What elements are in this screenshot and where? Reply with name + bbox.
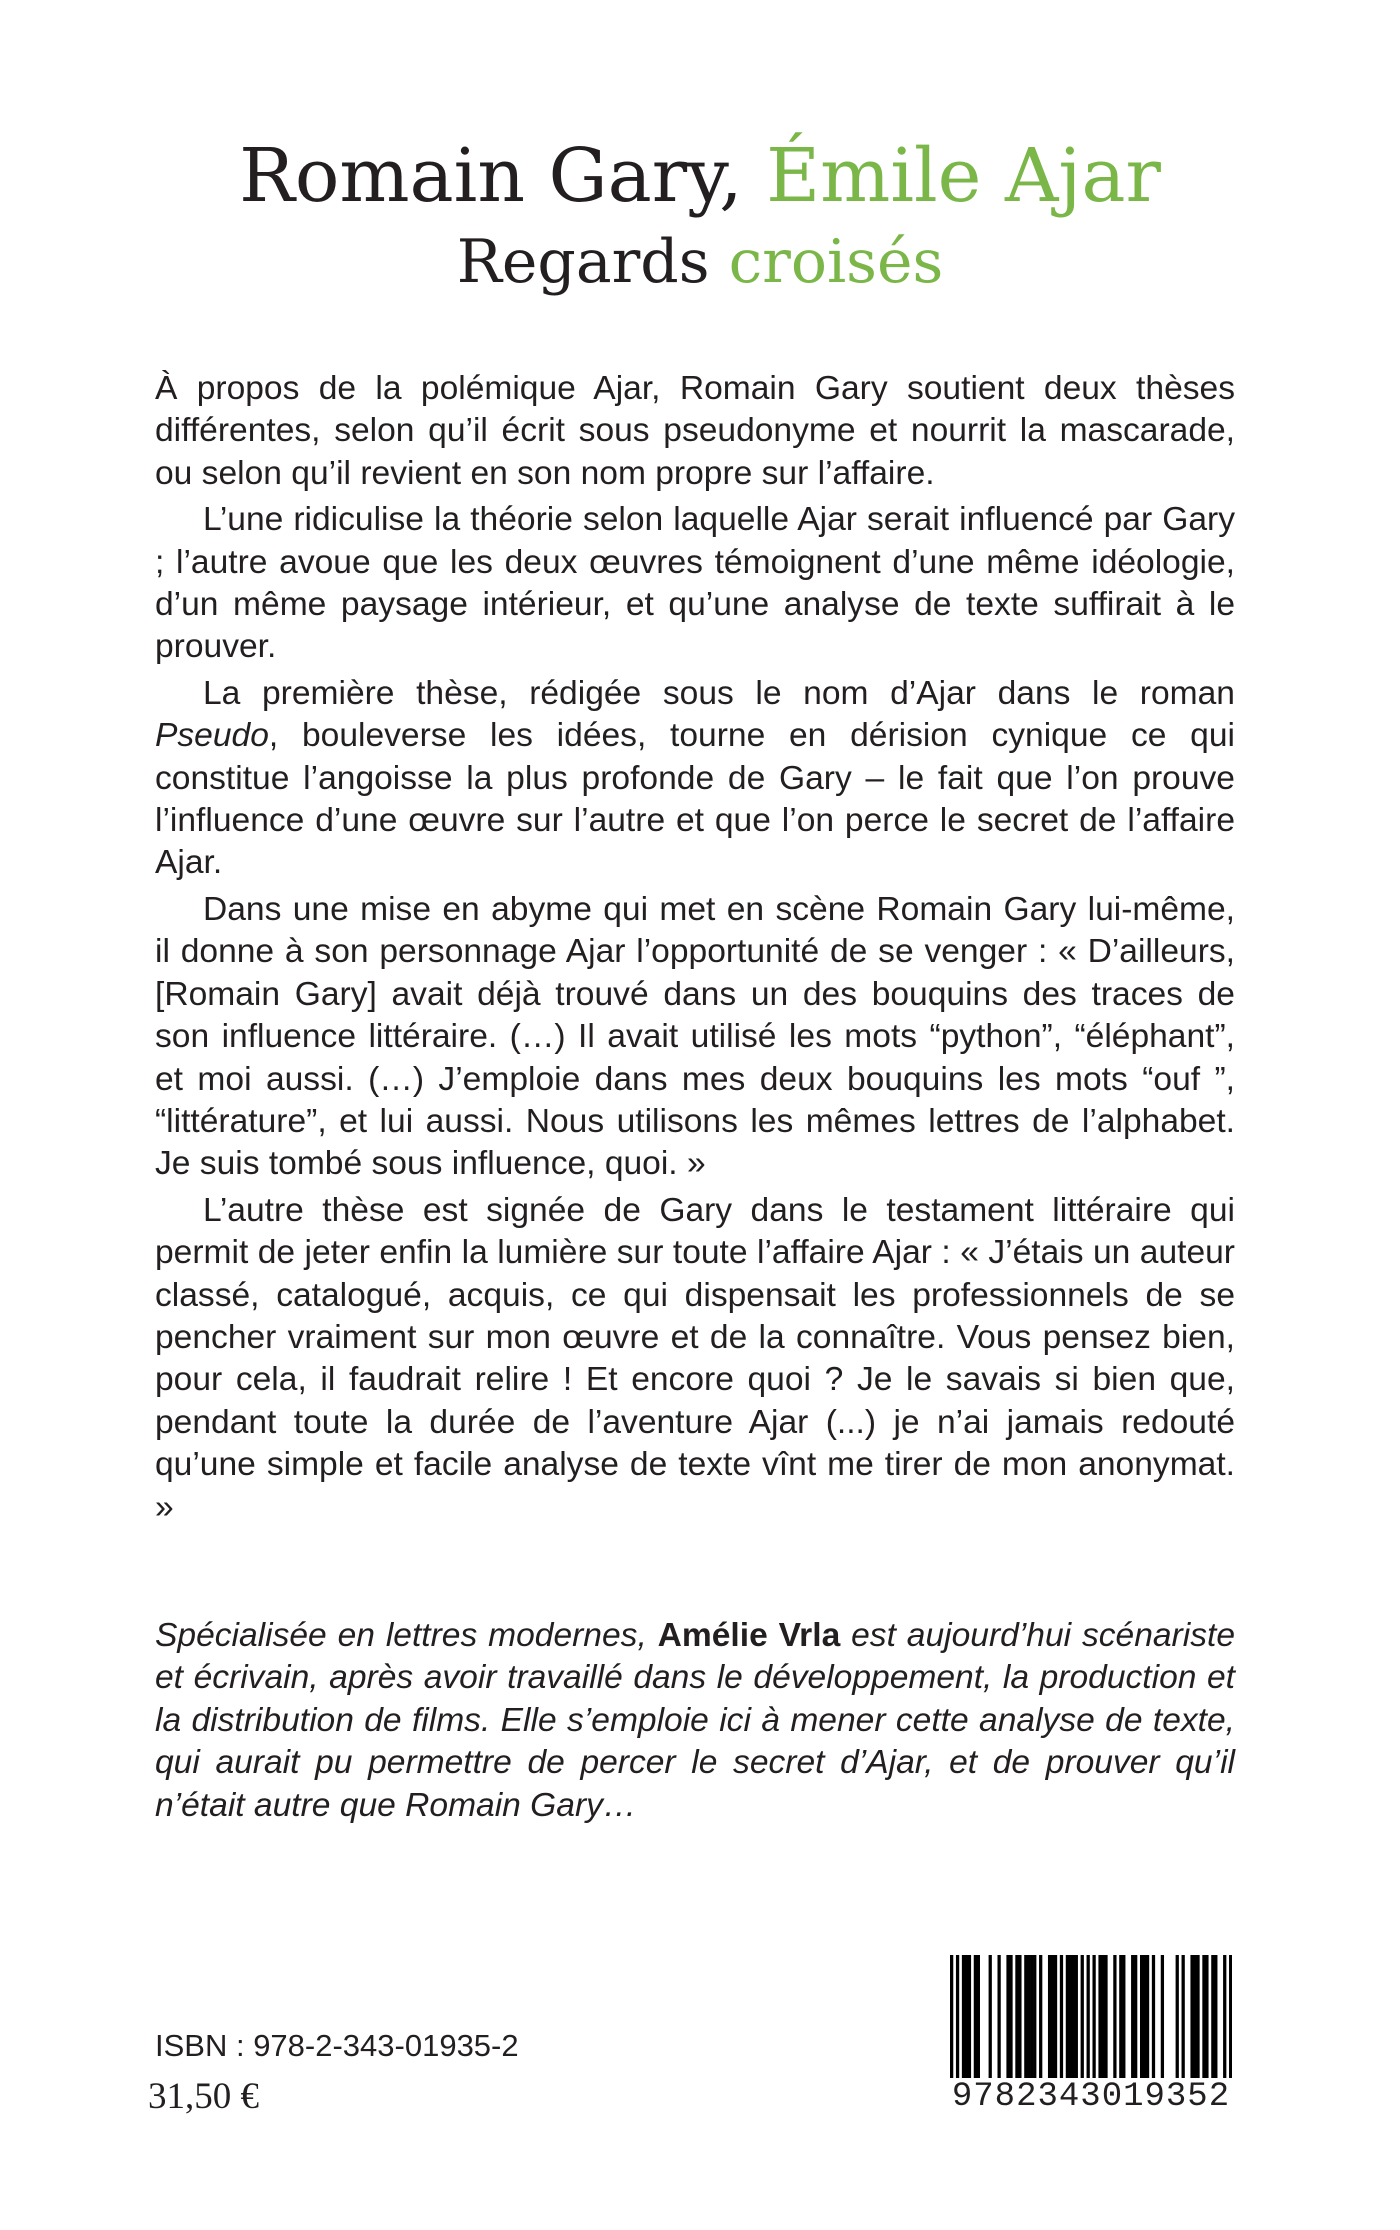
- barcode-bar: [1152, 1955, 1155, 2080]
- barcode-bar: [1146, 1955, 1149, 2080]
- barcode-bar: [1018, 1955, 1021, 2080]
- novel-title: Pseudo: [155, 717, 269, 755]
- barcode-bar: [1119, 1955, 1122, 2080]
- bio-author-name: Amélie Vrla: [657, 1617, 841, 1654]
- price-label: 31,50 €: [148, 2076, 259, 2117]
- barcode-bar: [1211, 1955, 1214, 2080]
- barcode-bar: [989, 1955, 992, 2080]
- isbn-label: ISBN : 978-2-343-01935-2: [155, 2028, 519, 2063]
- barcode-bar: [1205, 1955, 1208, 2080]
- barcode-bar: [1140, 1955, 1143, 2080]
- barcode-bar: [1202, 1955, 1205, 2080]
- barcode-bar: [950, 1955, 953, 2080]
- book-title-block: [0, 130, 1400, 302]
- barcode-bar: [1039, 1955, 1042, 2080]
- barcode-bar: [974, 1955, 977, 2080]
- barcode-bar: [1143, 1955, 1146, 2080]
- p3-text-end: , bouleverse les idées, tourne en dérision cynique ce qui constitue l’angoisse la plus profonde de Gary – le fait que l’on prouve l’influence d’une œuvre sur l’autre et que l’on perce le secret de l’affaire Ajar.: [155, 717, 1235, 882]
- barcode-bar: [1092, 1955, 1095, 2080]
- barcode-bar: [1161, 1955, 1164, 2080]
- barcode-bar: [1223, 1955, 1226, 2080]
- subtitle-word-1: Regards: [456, 227, 710, 297]
- barcode-bar: [1006, 1955, 1009, 2080]
- barcode-bar: [1190, 1955, 1193, 2080]
- barcode-bar: [1009, 1955, 1012, 2080]
- subtitle-word-2: croisés: [728, 227, 944, 297]
- barcode-bar: [1134, 1955, 1137, 2080]
- barcode-bar: [1176, 1955, 1179, 2080]
- summary-paragraph-5: L’autre thèse est signée de Gary dans le testament littéraire qui permit de jeter enfin la lumière sur toute l’affaire Ajar : « J’étais un auteur classé, catalogué, acquis, ce qui dispensait les professionnels de se pencher vraiment sur mon œuvre et de la connaître. Vous pensez bien, pour cela, il faudrait relire ! Et encore quoi ? Je le savais si bien que, pendant toute la durée de l’aventure Ajar (...) je n’ai jamais redouté qu’une simple et facile analyse de texte vînt me tirer de mon anonymat. »: [155, 1191, 1235, 1526]
- title-pseudonym: Émile Ajar: [766, 133, 1161, 219]
- barcode-bar: [1098, 1955, 1101, 2080]
- barcode-bar: [1113, 1955, 1116, 2080]
- barcode-bar: [1015, 1955, 1018, 2080]
- barcode-bar: [1024, 1955, 1027, 2080]
- barcode-bar: [1081, 1955, 1084, 2080]
- barcode-bar: [1229, 1955, 1232, 2080]
- barcode-bar: [1030, 1955, 1033, 2080]
- barcode-bar: [1075, 1955, 1078, 2080]
- bio-text-start: Spécialisée en lettres modernes,: [155, 1617, 658, 1654]
- barcode-bar: [1101, 1955, 1104, 2080]
- barcode-bar: [1087, 1955, 1090, 2080]
- barcode-bar: [1072, 1955, 1075, 2080]
- book-subtitle: [0, 222, 1400, 302]
- barcode-bar: [1048, 1955, 1051, 2080]
- barcode-bar: [962, 1955, 965, 2080]
- barcode-bar: [1069, 1955, 1072, 2080]
- book-title: [0, 130, 1400, 222]
- summary-paragraph-1: À propos de la polémique Ajar, Romain Gary soutient deux thèses différentes, selon qu’il écrit sous pseudonyme et nourrit la mascarade, ou selon qu’il revient en son nom propre sur l’affaire.: [155, 370, 1235, 492]
- barcode-bar: [1027, 1955, 1030, 2080]
- barcode-bar: [968, 1955, 971, 2080]
- barcode-bar: [1131, 1955, 1134, 2080]
- back-cover-summary: [155, 368, 1235, 1533]
- barcode-bar: [1122, 1955, 1125, 2080]
- barcode-number: 9782343019352: [951, 2078, 1231, 2116]
- summary-paragraph-3: [155, 673, 1235, 885]
- barcode-bar: [1066, 1955, 1069, 2080]
- barcode-bar: [997, 1955, 1000, 2080]
- bio-text-end: est aujourd’hui scénariste et écrivain, après avoir travaillé dans le développement, la production et la distribution de films. Elle s’emploie ici à mener cette analyse de texte, qui aurait pu permettre de percer le secret d’Ajar, et de prouver qu’il n’était autre que Romain Gary…: [155, 1617, 1235, 1824]
- barcode-bar: [1033, 1955, 1036, 2080]
- title-author-name: Romain Gary,: [239, 133, 743, 219]
- barcode-bars: [950, 1955, 1232, 2080]
- barcode-bar: [1214, 1955, 1217, 2080]
- p3-text-start: La première thèse, rédigée sous le nom d’Ajar dans le roman: [203, 674, 1235, 712]
- author-bio: [155, 1615, 1235, 1827]
- barcode-bar: [1060, 1955, 1063, 2080]
- summary-paragraph-2: L’une ridiculise la théorie selon laquelle Ajar serait influencé par Gary ; l’autre avoue que les deux œuvres témoignent d’une même idéologie, d’un même paysage intérieur, et qu’une analyse de texte suffirait à le prouver.: [155, 501, 1235, 666]
- barcode-bar: [1196, 1955, 1199, 2080]
- barcode-bar: [1054, 1955, 1057, 2080]
- barcode-bar: [965, 1955, 968, 2080]
- barcode-bar: [956, 1955, 959, 2080]
- barcode-bar: [977, 1955, 980, 2080]
- summary-paragraph-4: Dans une mise en abyme qui met en scène Romain Gary lui-même, il donne à son personnage Ajar l’opportunité de se venger : « D’ailleurs, [Romain Gary] avait déjà trouvé dans un des bouquins des traces de son influence littéraire. (…) Il avait utilisé les mots “python”, “éléphant”, et moi aussi. (…) J’emploie dans mes deux bouquins les mots “ouf ”, “littérature”, et lui aussi. Nous utilisons les mêmes lettres de l’alphabet. Je suis tombé sous influence, quoi. »: [155, 890, 1235, 1183]
- barcode-bar: [1104, 1955, 1107, 2080]
- barcode-bar: [1182, 1955, 1185, 2080]
- barcode-bar: [1051, 1955, 1054, 2080]
- barcode-bar: [1193, 1955, 1196, 2080]
